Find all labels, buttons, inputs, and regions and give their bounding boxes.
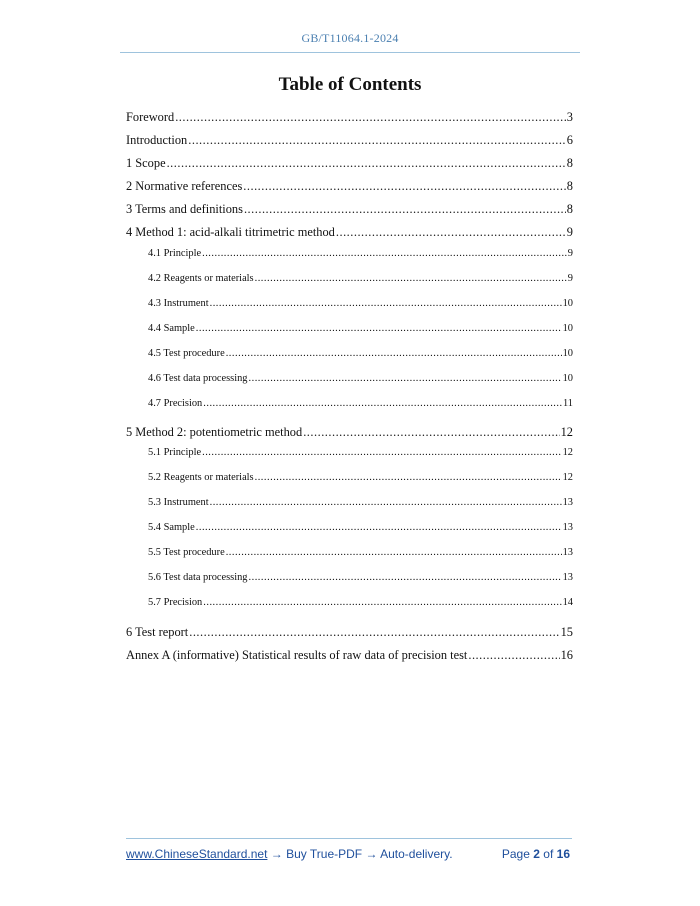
toc-entry-annex-a[interactable] xyxy=(126,648,573,663)
toc-entry-page: 8 xyxy=(566,179,573,193)
toc-leader-dots xyxy=(210,497,562,508)
toc-entry-label: 4.3 Instrument xyxy=(148,298,209,309)
of-word: of xyxy=(543,847,554,861)
toc-leader-dots xyxy=(196,522,562,533)
current-page-number: 2 xyxy=(533,847,540,861)
toc-leader-dots xyxy=(249,373,562,384)
toc-entry-label: Introduction xyxy=(126,133,188,147)
toc-leader-dots xyxy=(468,648,559,663)
toc-entry-5-2[interactable] xyxy=(148,472,573,483)
toc-leader-dots xyxy=(255,472,562,483)
toc-entry-page: 13 xyxy=(562,547,573,558)
toc-entry-label: 4.6 Test data processing xyxy=(148,373,248,384)
toc-entry-label: 5.6 Test data processing xyxy=(148,572,248,583)
toc-entry-label: 2 Normative references xyxy=(126,179,243,193)
toc-entry-foreword[interactable] xyxy=(126,110,573,125)
toc-entry-page: 6 xyxy=(566,133,573,147)
page-word: Page xyxy=(501,847,530,861)
toc-entry-label: 5.4 Sample xyxy=(148,522,195,533)
toc-entry-label: Annex A (informative) Statistical results of raw data of precision test xyxy=(126,648,468,662)
toc-leader-dots xyxy=(244,202,566,217)
toc-entry-5-5[interactable] xyxy=(148,547,573,558)
toc-entry-5-6[interactable] xyxy=(148,572,573,583)
toc-entry-4-4[interactable] xyxy=(148,323,573,334)
toc-entry-label: 5.1 Principle xyxy=(148,447,202,458)
toc-entry-page: 13 xyxy=(562,572,573,583)
toc-entry-4-2[interactable] xyxy=(148,273,573,284)
toc-entry-page: 10 xyxy=(562,323,573,334)
toc-entry-label: 1 Scope xyxy=(126,156,166,170)
toc-entry-page: 10 xyxy=(562,298,573,309)
toc-leader-dots xyxy=(189,625,559,640)
toc-entry-5-7[interactable] xyxy=(148,597,573,608)
toc-entry-page: 15 xyxy=(560,625,573,639)
toc-entry-5-1[interactable] xyxy=(148,447,573,458)
toc-entry-label: 5.5 Test procedure xyxy=(148,547,225,558)
toc-entry-method-1[interactable] xyxy=(126,225,573,240)
toc-entry-label: 4.2 Reagents or materials xyxy=(148,273,254,284)
toc-leader-dots xyxy=(249,572,562,583)
toc-leader-dots xyxy=(255,273,567,284)
toc-entry-page: 13 xyxy=(562,497,573,508)
toc-entry-page: 9 xyxy=(566,225,573,239)
toc-entry-label: 5.3 Instrument xyxy=(148,497,209,508)
toc-leader-dots xyxy=(336,225,566,240)
toc-leader-dots xyxy=(188,133,566,148)
toc-entry-label: 5.7 Precision xyxy=(148,597,203,608)
toc-entry-4-3[interactable] xyxy=(148,298,573,309)
toc-leader-dots xyxy=(196,323,562,334)
toc-entry-label: 5.2 Reagents or materials xyxy=(148,472,254,483)
toc-entry-4-5[interactable] xyxy=(148,348,573,359)
toc-leader-dots xyxy=(226,348,562,359)
toc-entry-page: 11 xyxy=(562,398,573,409)
toc-entry-page: 8 xyxy=(566,156,573,170)
toc-entry-label: 6 Test report xyxy=(126,625,189,639)
toc-leader-dots xyxy=(243,179,566,194)
toc-entry-method-2[interactable] xyxy=(126,425,573,440)
toc-entry-page: 8 xyxy=(566,202,573,216)
toc-entry-4-7[interactable] xyxy=(148,398,573,409)
toc-entry-page: 10 xyxy=(562,348,573,359)
toc-leader-dots xyxy=(226,547,562,558)
toc-entry-page: 3 xyxy=(566,110,573,124)
toc-entry-test-report[interactable] xyxy=(126,625,573,640)
toc-entry-normative-references[interactable] xyxy=(126,179,573,194)
toc-entry-scope[interactable] xyxy=(126,156,573,171)
toc-entry-5-4[interactable] xyxy=(148,522,573,533)
toc-entry-page: 12 xyxy=(562,447,573,458)
toc-entry-label: Foreword xyxy=(126,110,175,124)
toc-entry-page: 14 xyxy=(562,597,573,608)
toc-entry-page: 10 xyxy=(562,373,573,384)
toc-title: Table of Contents xyxy=(278,74,422,95)
toc-entry-5-3[interactable] xyxy=(148,497,573,508)
toc-leader-dots xyxy=(203,398,562,409)
toc-leader-dots xyxy=(210,298,562,309)
site-link[interactable]: www.ChineseStandard.net xyxy=(126,847,268,861)
toc-entry-page: 9 xyxy=(567,248,573,259)
toc-entry-label: 3 Terms and definitions xyxy=(126,202,243,216)
toc-entry-terms-definitions[interactable] xyxy=(126,202,573,217)
toc-entry-page: 12 xyxy=(560,425,573,439)
toc-entry-label: 4 Method 1: acid-alkali titrimetric method xyxy=(126,225,335,239)
toc-leader-dots xyxy=(202,248,567,259)
toc-entry-4-1[interactable] xyxy=(148,248,573,259)
toc-entry-label: 5 Method 2: potentiometric method xyxy=(126,425,303,439)
total-pages-number: 16 xyxy=(556,847,570,861)
footer-divider xyxy=(126,838,572,839)
document-code-header: GB/T11064.1-2024 xyxy=(301,31,399,45)
toc-leader-dots xyxy=(167,156,566,171)
toc-entry-label: 4.1 Principle xyxy=(148,248,202,259)
toc-entry-label: 4.5 Test procedure xyxy=(148,348,225,359)
toc-entry-page: 16 xyxy=(560,648,573,662)
footer-promo xyxy=(126,847,453,861)
toc-entry-introduction[interactable] xyxy=(126,133,573,148)
toc-leader-dots xyxy=(202,447,562,458)
toc-entry-page: 13 xyxy=(562,522,573,533)
toc-entry-page: 12 xyxy=(562,472,573,483)
footer-tagline: → Buy True-PDF → Auto-delivery. xyxy=(267,847,453,861)
toc-entry-page: 9 xyxy=(567,273,573,284)
toc-entry-label: 4.4 Sample xyxy=(148,323,195,334)
toc-leader-dots xyxy=(175,110,566,125)
page-indicator xyxy=(502,847,570,861)
header-divider xyxy=(120,52,580,53)
toc-leader-dots xyxy=(303,425,559,440)
toc-entry-4-6[interactable] xyxy=(148,373,573,384)
toc-entry-label: 4.7 Precision xyxy=(148,398,203,409)
toc-leader-dots xyxy=(203,597,561,608)
